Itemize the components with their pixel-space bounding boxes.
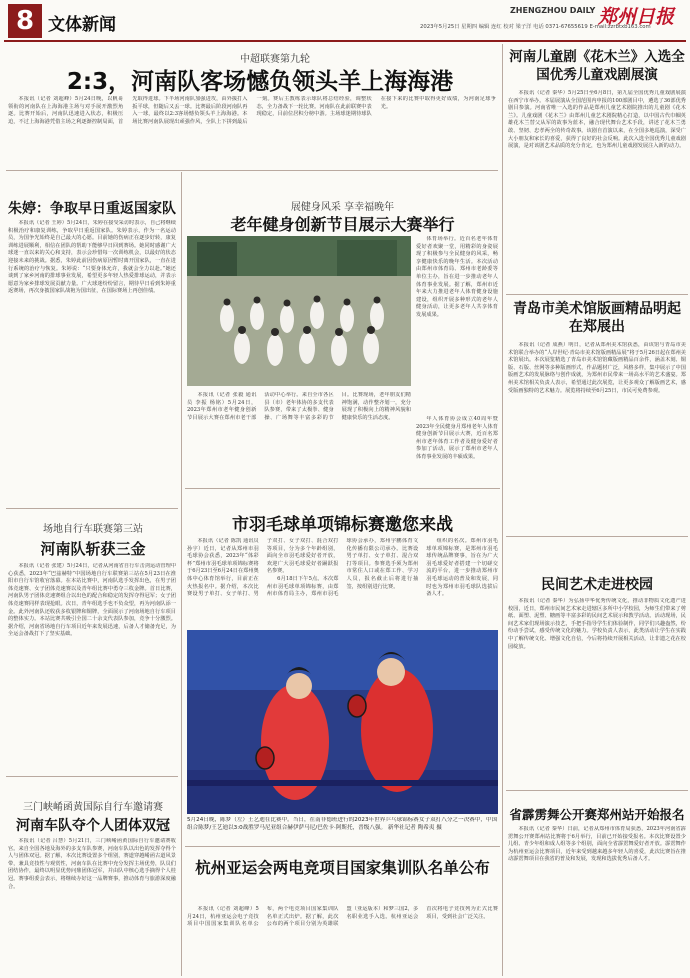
- badminton-body: 本报讯（记者 陈凯 通讯员 孙宇）近日，记者从郑州市羽毛球协会获悉，2023年“体彩杯”郑州市羽毛球单项锦标赛将于6月23日至6月24日在郑州奥体中心体育馆举行，目前正在火热报名中。据介绍，本次比赛设男子单打、女子单打、男子双打、女子双打、混合双打等项目，分为多个年龄组别，面向全市羽毛球爱好者开放，欢迎广大羽毛球爱好者踊跃报名参赛。 6月18日下午5点。本次郑州市羽毛球单项锦标赛，由郑州市体育局主办，郑州市羽毛球协会承办，郑州宇鹏体育文化传播有限公司承办。比赛设男子单打、女子单打、混合双打等项目。参赛选手须为郑州市常住人口或在郑工作、学习人员，报名截止后将进行抽签，按组别进行比赛。 组织的名次。郑州市羽毛球单项锦标赛，是郑州市羽毛球传统品牌赛事，旨在为广大羽毛球爱好者搭建一个切磋交流的平台，进一步推动郑州市羽毛球运动的普及和发展，同时也为郑州市羽毛球队选拔后备人才。: [187, 538, 498, 598]
- lead-kicker: 中超联赛第九轮: [240, 54, 310, 65]
- taihang-kicker: 三门峡崤函黄国际自行车邀请赛: [23, 802, 163, 813]
- divider: [6, 776, 178, 777]
- divider: [506, 536, 688, 537]
- masthead: [0, 0, 690, 44]
- taihang-body: 本报讯（记者 吕慧）5月21日，三门峡崤函黄国际自行车邀请赛收官。来自全国各地及海外的多支车队参赛，河南车队以出色的发挥夺得个人与团体双冠。据了解，本次比赛设置多个组别，赛道穿越崤函古道风景带，兼具竞技性与观赏性，河南车队在比赛中充分发挥主场优势，队员们团结协作，最终以明显优势问鼎团体冠军，并由队中核心选手摘得个人桂冠。赛事组委会表示，将继续办好这一品牌赛事，推动体育与旅游深度融合。: [8, 838, 176, 890]
- divider: [185, 846, 500, 847]
- issue-meta: 2023年5月25日 星期四 编辑 连红 校对 梁子洋 电话 0371-67655619 E-mail:zzrbtxb163.com: [420, 24, 651, 30]
- masthead-rule: [4, 40, 686, 42]
- divider: [506, 790, 688, 791]
- zhuting-body: 本报讯（记者 王婷）5月24日，朱婷在接受采访时表示，自己将继续积极治疗和康复训练，争取早日重返国家队。朱婷表示，作为一名运动员，为国争光始终是自己最大的心愿。目前她的伤病正在逐步好转，康复训练进展顺利，相信在团队的帮助下能够早日回到赛场。她同时感谢广大球迷一直以来的关心和支持，表示会珍惜每一次训练机会，以最好的状态迎接未来的挑战。据悉，朱婷此前因伤病原因暂时离开国家队，一直在进行系统的治疗与恢复。朱婷说：“只要身体允许，我就会全力以赴。”她还谈到了家乡河南的排球事业发展，希望更多年轻人热爱排球运动，并表示愿意为家乡排球发展贡献力量。广大球迷纷纷留言，期待早日看到朱婷重返赛场，再次身披国家队战袍为国出征，在国际赛场上再创佳绩。: [8, 220, 176, 295]
- fitness-body-main: 本报讯（记者 张毅 通讯员 李振 杨铭）5月24日，2023年郑州市老年健身创新节目展示大赛在郑州市老干部活动中心举行。来自全市各区县（市）老年体协的多支代表队参赛，带来了太极拳、健身操、广场舞等丰富多彩的节目。比赛现场，老年朋友们精神饱满，动作整齐划一，充分展现了积极向上的精神风貌和健康快乐的生活态度。: [187, 392, 411, 421]
- paper-logo: 郑州日报: [598, 6, 675, 28]
- asiangames-headline: 杭州亚运会两电竞项目国家集训队名单公布: [195, 859, 490, 877]
- museum-headline: 青岛市美术馆版画精品明起在郑展出: [513, 301, 681, 335]
- tabletennis-caption: 5月24日晚，陈梦（左）王艺迪在比赛中。当日，在南非德班进行的2023年世界乒乓球锦标赛女子双打八分之一决赛中，中国组合陈梦/王艺迪以3:0战胜罗马尼亚组合赫伊萨马尼/巴佐卡·阿斯托，晋级八强。 新华社记者 陶希夷 摄: [187, 817, 498, 831]
- lead-headline: 2:3，河南队客场憾负领头羊上海海港: [66, 69, 454, 95]
- fitness-kicker: 展健身风采 享幸福晚年: [290, 202, 395, 213]
- taichi-photo: [187, 236, 411, 386]
- page-number: 8: [8, 4, 42, 38]
- paper-name-en: ZHENGZHOU DAILY: [510, 6, 596, 15]
- column-rule: [502, 44, 503, 976]
- folk-headline: 民间艺术走进校园: [541, 577, 653, 593]
- lead-body: 本报讯（记者 刘超峰）5月24日晚，以帆哥领衔的河南队在上海海港主场与对手展开激烈角逐。比赛开始后，河南队迅速进入状态，积极压迫，不过上海海港凭借主场之利逐渐控制局面，首先取得进球。下半场河南队加强进攻，由外援打入扳平球，但随后又丢一球。比赛最后阶段河南队再入一球，最终以2:3客场憾负领头羊上海海港。本场比赛河南队展现出顽强作风，全队上下拼到最后一刻。赛后主教练表示球队将总结经验，调整状态，全力备战下一轮比赛。河南队在此前联赛中表现稳定，目前位居积分榜中游。主场球迷期待球队在接下来的比赛中取得更好成绩，为河南足球争光。: [8, 96, 496, 125]
- badminton-headline: 市羽毛球单项锦标赛邀您来战: [232, 515, 453, 535]
- flower-headline: 河南儿童剧《花木兰》入选全国优秀儿童戏剧展演: [509, 49, 685, 83]
- divider: [185, 488, 500, 489]
- museum-body: 本报讯（记者 成燕）明日，记者从郑州美术馆获悉，由该馆与青岛市美术馆联合举办的“人岸世纪·青岛市美术馆版画精品展”将于5月26日起在郑州美术馆展出。本次展览精选了青岛市美术馆馆藏版画精品百余件，涵盖木刻、铜版、石版、丝网等多种版画形式，作品题材广泛，风格多样，集中展示了中国版画艺术的发展脉络与创作成就，为郑州市民带来一场高水平的艺术盛宴。郑州美术馆相关负责人表示，希望通过此次展览，让更多观众了解版画艺术，感受版画独特的艺术魅力。展览将持续至6月25日，市民可免费参观。: [508, 342, 686, 394]
- divider: [6, 170, 498, 171]
- flower-body: 本报讯（记者 秦华）5月25日至6月8日，第九届全国优秀儿童戏剧展演在西宁市举办。本届展演从全国范围内申报的100部剧目中，遴选了36部优秀剧目参演。河南省唯一入选的作品是郑州儿童艺术剧院推出的儿童剧《花木兰》。儿童戏剧《花木兰》由郑州儿童艺术剧院精心打造，以中国古代巾帼英雄花木兰替父从军的故事为蓝本，融合现代舞台艺术手段，讲述了花木兰勇敢、坚韧、忠孝两全的传奇故事。该剧自首演以来，在全国多地巡演，深受广大小朋友和家长的喜爱，获得了良好的社会反响。此次入选全国优秀儿童戏剧展演，是对该剧艺术品质的充分肯定，也为郑州儿童戏剧发展注入新的动力。: [508, 90, 686, 150]
- fitness-body-right: 体育场举行。近百名老年体育爱好者欢聚一堂，用精彩的身姿展现了积极参与全民健身的风采，畅享健康快乐的晚年生活。本次活动由郑州市体育局、郑州市老龄委等单位主办，旨在进一步推动老年人体育事业发展。据了解，郑州市近年来大力推进老年人体育健身设施建设，组织开展多种形式的老年人健身活动，让更多老年人共享体育发展成果。: [416, 236, 498, 318]
- tabletennis-photo: [187, 630, 498, 814]
- cycling-body: 本报讯（记者 张建）5月24日，记者从河南省自行车击剑运动管理中心获悉，2023年“巴兹赫特”中国场地自行车联赛第三站在5月23日在淮阳市自行车馆收官落幕。在本站比赛中，河南队选手发挥出色，在男子团体竞速赛、女子团体竞速赛以及青年组比赛中勇夺三枚金牌。首日比赛，河南队男子团体竞速赛组合以出色的配合和稳定的发挥夺得冠军；女子团体竞速赛同样表现抢眼。次日，青年组选手也不负众望，再为河南队添一金。此外河南队还收获多枚银牌和铜牌，全面展示了河南场地自行车项目的整体实力。本站比赛共吸引全国二十余支代表队参加，竞争十分激烈。据介绍，河南省场地自行车项目近年来发展迅速，后备人才储备充足，为全运会备战打下了坚实基础。: [8, 563, 176, 638]
- cycling-kicker: 场地自行车联赛第三站: [43, 524, 143, 535]
- taihang-headline: 河南车队夺个人团体双冠: [16, 818, 170, 834]
- breaking-body: 本报讯（记者 秦华）日前，记者从郑州市体育局获悉，2023年河南省霹雳舞公开赛郑州站比赛将于6月举行，目前已开始接受报名。本次比赛设置少儿组、青少年组和成人组等多个组别，面向全省霹雳舞爱好者开放。霹雳舞作为杭州亚运会比赛项目，近年来受到越来越多年轻人的喜爱，此次比赛旨在推动霹雳舞项目在我省的普及和发展，发现和选拔优秀后备人才。: [508, 826, 686, 863]
- section-title: 文体新闻: [48, 15, 116, 35]
- divider: [506, 294, 688, 295]
- asiangames-body: 本报讯（记者 刘超峰）5月24日，杭州亚运会电子竞技项目中国国家集训队名单公布，两个电竞项目国家集训队名单正式出炉。据了解，此次公布的两个项目分别为英雄联盟（亚运版本）和梦三国2，多名职业选手入选。杭州亚运会首次将电子竞技列为正式比赛项目，受到社会广泛关注。: [187, 906, 498, 928]
- folk-body: 本报讯（记者 秦华）为弘扬中华优秀传统文化，推动非物质文化遗产进校园，近日，郑州市民间艺术家走进辖区多所中小学校园，为师生们带来了剪纸、面塑、泥塑、糖画等丰富多彩的民间艺术展示和教学活动。活动现场，民间艺术家们现场演示技艺，手把手指导学生们体验制作，同学们兴趣盎然，纷纷动手尝试，感受传统文化的魅力。学校负责人表示，此类活动让学生在实践中了解传统文化、增强文化自信，今后将持续开展相关活动，让非遗之花在校园绽放。: [508, 598, 686, 650]
- zhuting-headline: 朱婷：争取早日重返国家队: [8, 201, 176, 217]
- divider: [6, 508, 178, 509]
- cycling-headline: 河南队斩获三金: [40, 540, 146, 558]
- breaking-headline: 省霹雳舞公开赛郑州站开始报名: [509, 807, 685, 822]
- fitness-body-tail: 年人体育协会成立40周年暨2023年全民健身月郑州老年人体育健身创新节目展示大赛，近百名郑州市老年体育工作者及健身爱好者参加了活动，展示了郑州市老年人体育事业发展的丰硕成果。: [416, 416, 498, 460]
- fitness-headline: 老年健身创新节目展示大赛举行: [230, 215, 455, 234]
- column-rule: [181, 172, 182, 976]
